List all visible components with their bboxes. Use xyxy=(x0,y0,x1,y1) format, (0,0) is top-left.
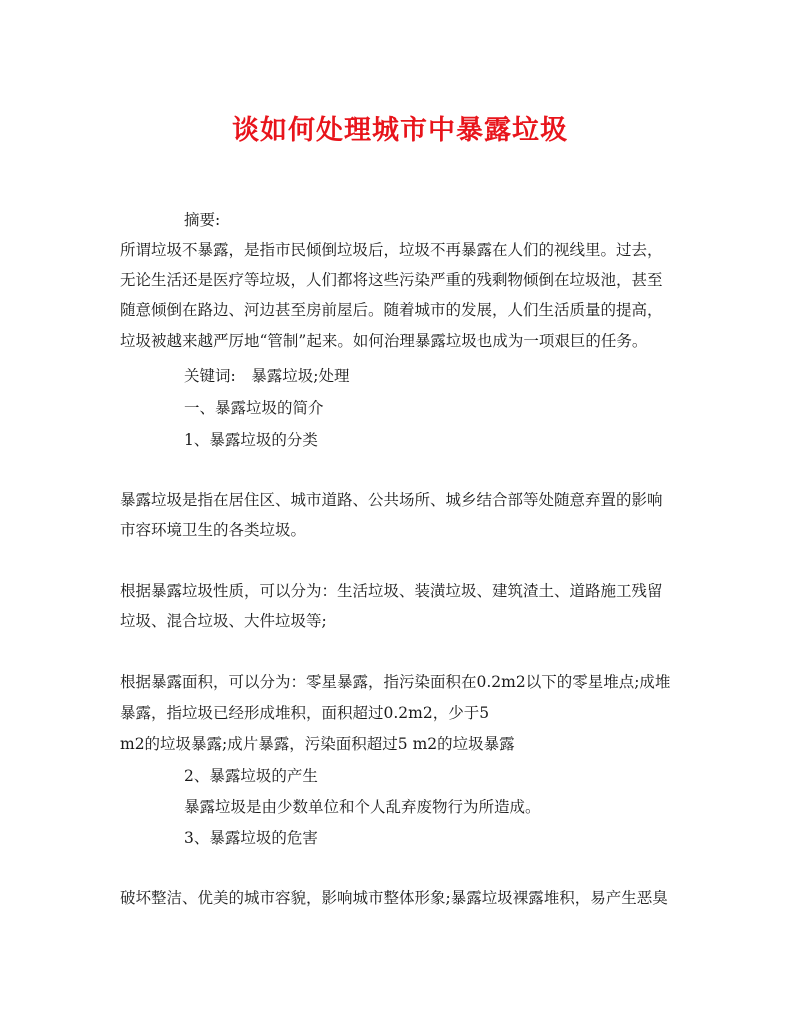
paragraph-2-line-2: 垃圾、混合垃圾、大件垃圾等; xyxy=(120,612,327,630)
subsection-heading-1: 1、暴露垃圾的分类 xyxy=(184,431,318,449)
paragraph-1-line-2: 市容环境卫生的各类垃圾。 xyxy=(120,521,307,539)
abstract-heading: 摘要: xyxy=(184,211,221,229)
paragraph-3-line-1: 根据暴露面积，可以分为：零星暴露，指污染面积在0.2m2以下的零星堆点;成堆 xyxy=(120,673,671,691)
paragraph-3-line-2: 暴露，指垃圾已经形成堆积，面积超过0.2m2，少于5 xyxy=(120,704,490,722)
subsection-heading-3: 3、暴露垃圾的危害 xyxy=(184,829,318,847)
abstract-line-1: 所谓垃圾不暴露，是指市民倾倒垃圾后，垃圾不再暴露在人们的视线里。过去， xyxy=(120,241,663,259)
subsection-heading-2: 2、暴露垃圾的产生 xyxy=(184,767,318,785)
paragraph-4-line-1: 暴露垃圾是由少数单位和个人乱弃废物行为所造成。 xyxy=(184,798,541,816)
abstract-line-2: 无论生活还是医疗等垃圾，人们都将这些污染严重的残剩物倾倒在垃圾池，甚至 xyxy=(120,271,663,289)
abstract-line-4: 垃圾被越来越严厉地“管制”起来。如何治理暴露垃圾也成为一项艰巨的任务。 xyxy=(120,332,648,350)
paragraph-5-line-1: 破坏整洁、优美的城市容貌，影响城市整体形象;暴露垃圾裸露堆积，易产生恶臭 xyxy=(120,889,668,907)
paragraph-3-line-3: m2的垃圾暴露;成片暴露，污染面积超过5 m2的垃圾暴露 xyxy=(120,735,515,753)
abstract-line-3: 随意倾倒在路边、河边甚至房前屋后。随着城市的发展，人们生活质量的提高， xyxy=(120,301,663,319)
paragraph-2-line-1: 根据暴露垃圾性质，可以分为：生活垃圾、装潢垃圾、建筑渣土、道路施工残留 xyxy=(120,582,663,600)
paragraph-1-line-1: 暴露垃圾是指在居住区、城市道路、公共场所、城乡结合部等处随意弃置的影响 xyxy=(120,491,663,509)
section-heading-1: 一、暴露垃圾的简介 xyxy=(184,399,324,417)
document-title: 谈如何处理城市中暴露垃圾 xyxy=(232,115,568,146)
keywords-line: 关键词: 暴露垃圾;处理 xyxy=(184,367,350,385)
